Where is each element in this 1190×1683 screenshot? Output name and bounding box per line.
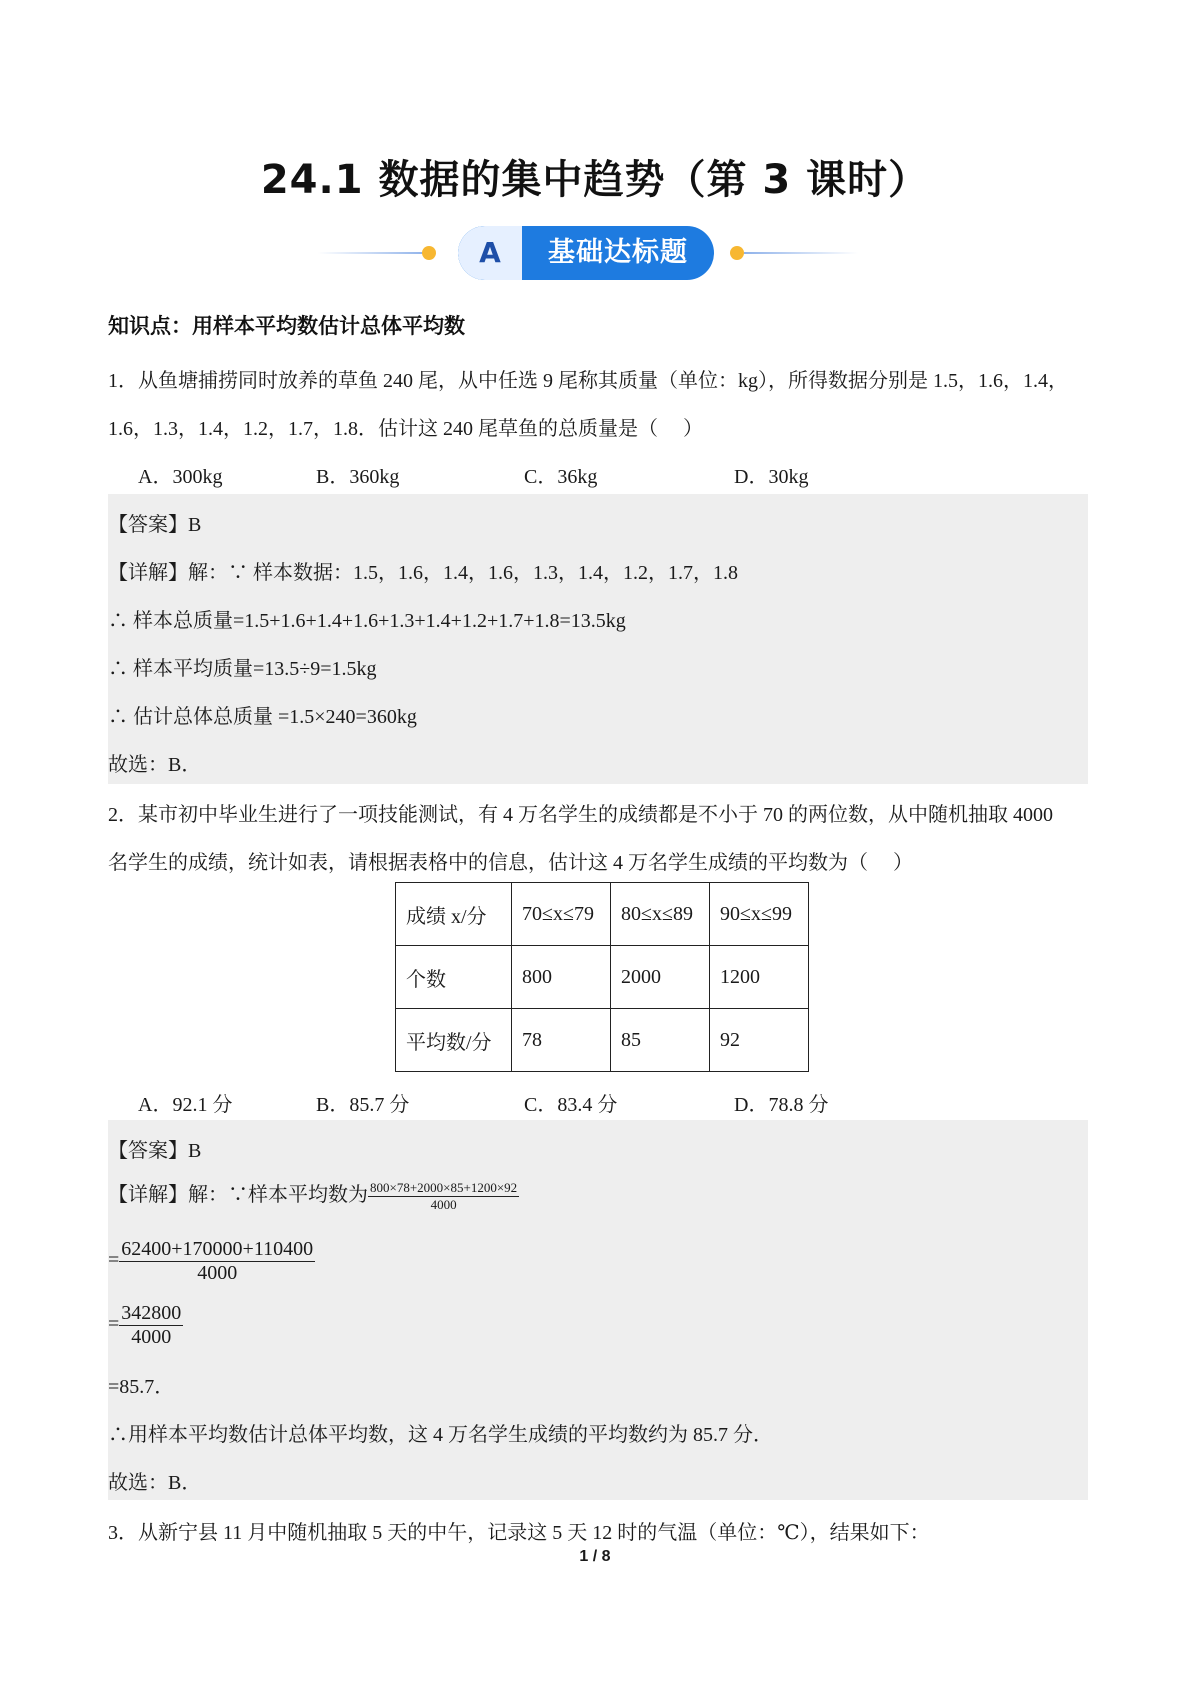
fraction-numerator: 342800 bbox=[121, 1302, 182, 1324]
table-cell: 平均数/分 bbox=[396, 1009, 512, 1072]
q2-answer: 【答案】B bbox=[108, 1140, 202, 1162]
q2-result: =85.7． bbox=[108, 1376, 175, 1398]
q2-choose: 故选：B． bbox=[108, 1472, 202, 1494]
table-cell: 90≤x≤99 bbox=[710, 883, 809, 946]
q1-detail-2: ∴ 样本总质量=1.5+1.6+1.4+1.6+1.3+1.4+1.2+1.7+1.8=13.5kg bbox=[108, 610, 626, 632]
q1-line-1: 1．从鱼塘捕捞同时放养的草鱼 240 尾，从中任选 9 尾称其质量（单位：kg），所得数据分别是 1.5，1.6，1.4， bbox=[108, 370, 1068, 392]
table-cell: 成绩 x/分 bbox=[396, 883, 512, 946]
fraction-denominator: 4000 bbox=[430, 1196, 457, 1212]
fraction-numerator: 62400+170000+110400 bbox=[121, 1238, 314, 1260]
table-cell: 1200 bbox=[710, 946, 809, 1009]
banner-line-left bbox=[318, 252, 426, 254]
table-row bbox=[396, 946, 809, 1009]
banner-line-right bbox=[744, 252, 858, 254]
table-cell: 92 bbox=[710, 1009, 809, 1072]
banner-dot-right bbox=[730, 246, 744, 260]
banner-pill bbox=[458, 226, 714, 280]
q2-fraction-3 bbox=[119, 1302, 183, 1349]
table-cell: 个数 bbox=[396, 946, 512, 1009]
q2-step-1 bbox=[108, 1238, 315, 1285]
score-table bbox=[395, 882, 809, 1072]
table-cell: 85 bbox=[611, 1009, 710, 1072]
page-number: 1 / 8 bbox=[579, 1548, 611, 1565]
fraction-denominator: 4000 bbox=[197, 1262, 238, 1284]
q1-detail-3: ∴ 样本平均质量=13.5÷9=1.5kg bbox=[108, 658, 377, 680]
banner-dot-left bbox=[422, 246, 436, 260]
table-cell: 800 bbox=[512, 946, 611, 1009]
q2-line-1: 2．某市初中毕业生进行了一项技能测试，有 4 万名学生的成绩都是不小于 70 的两位数，从中随机抽取 4000 bbox=[108, 804, 1053, 826]
q2-detail-intro bbox=[108, 1178, 519, 1213]
knowledge-point: 知识点：用样本平均数估计总体平均数 bbox=[108, 314, 465, 338]
q1-detail-5: 故选：B． bbox=[108, 754, 202, 776]
banner-letter: A bbox=[458, 226, 522, 280]
page-title: 24.1 数据的集中趋势（第 3 课时） bbox=[260, 157, 930, 203]
table-cell: 78 bbox=[512, 1009, 611, 1072]
q2-fraction-1 bbox=[368, 1180, 519, 1213]
banner-label: 基础达标题 bbox=[548, 237, 688, 268]
equals-sign: = bbox=[108, 1249, 120, 1272]
q1-line-2: 1.6，1.3，1.4，1.2，1.7，1.8．估计这 240 尾草鱼的总质量是（ ） bbox=[108, 418, 703, 440]
q2-step-2 bbox=[108, 1302, 183, 1349]
q2-conclusion: ∴用样本平均数估计总体平均数，这 4 万名学生成绩的平均数约为 85.7 分． bbox=[108, 1424, 773, 1446]
table-row bbox=[396, 1009, 809, 1072]
q2-option-c: C．83.4 分 bbox=[524, 1094, 618, 1116]
table-cell: 2000 bbox=[611, 946, 710, 1009]
fraction-numerator: 800×78+2000×85+1200×92 bbox=[370, 1179, 518, 1195]
q1-detail-4: ∴ 估计总体总质量 =1.5×240=360kg bbox=[108, 706, 417, 728]
q1-detail-1: 【详解】解：∵ 样本数据：1.5，1.6，1.4，1.6，1.3，1.4，1.2，1.7，1.8 bbox=[108, 562, 738, 584]
table-cell: 80≤x≤89 bbox=[611, 883, 710, 946]
section-banner bbox=[318, 222, 858, 284]
q1-option-a: A．300kg bbox=[138, 466, 223, 488]
q2-option-b: B．85.7 分 bbox=[316, 1094, 410, 1116]
q1-answer: 【答案】B bbox=[108, 514, 202, 536]
q1-option-c: C．36kg bbox=[524, 466, 598, 488]
table-cell: 70≤x≤79 bbox=[512, 883, 611, 946]
q2-line-2: 名学生的成绩，统计如表，请根据表格中的信息，估计这 4 万名学生成绩的平均数为（ ） bbox=[108, 852, 913, 874]
q2-fraction-2 bbox=[119, 1238, 315, 1285]
table-row bbox=[396, 883, 809, 946]
equals-sign: = bbox=[108, 1313, 120, 1336]
q1-option-b: B．360kg bbox=[316, 466, 400, 488]
q3-line-1: 3．从新宁县 11 月中随机抽取 5 天的中午，记录这 5 天 12 时的气温（单位：℃），结果如下： bbox=[108, 1522, 930, 1544]
fraction-denominator: 4000 bbox=[131, 1326, 172, 1348]
q2-detail-text: 【详解】解：∵样本平均数为 bbox=[108, 1184, 368, 1206]
q2-option-a: A．92.1 分 bbox=[138, 1094, 233, 1116]
q1-answer-box bbox=[108, 494, 1088, 784]
q1-option-d: D．30kg bbox=[734, 466, 809, 488]
q2-option-d: D．78.8 分 bbox=[734, 1094, 829, 1116]
